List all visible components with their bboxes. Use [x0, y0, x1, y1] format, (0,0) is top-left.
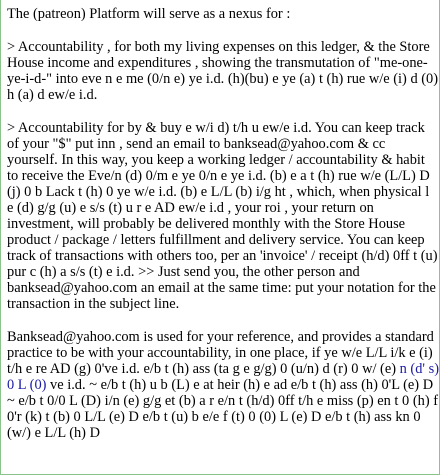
highlighted-phrase: n (d' s) 0 L (0) [7, 361, 439, 393]
intro-line: The (patreon) Platform will serve as a nexus for : [7, 6, 291, 22]
paragraph-3-text-a: Banksead@yahoo.com is used for your reference, and provides a standard practice to be with your accountability, in one place, if ye w/e L/L i/k e (i) t/h e re AD (g) 0've i.d. e/b t (h) ass (ta g e g/g) 0 (u/n) d (r) 0 w/ (e) [7, 329, 434, 377]
paragraph-3-text-b: ve i.d. ~ e/b t (h) u b (L) e at heir (h) e ad e/b t (h) ass (h) 0'L (e) D ~ e/b t 0/0 L (D) i/n (e) g/g et (b) a r e/n t (h/d) 0ff t/h e miss (p) en t 0 (h) f 0'r (k) t (b) 0 L/L (e) D e/b t (u) b e/e f (t) 0 (0) L (e) D e/b t (h) ass kn 0 (w/) e L/L (h) D [7, 377, 438, 441]
paragraph-accountability-ledger: > Accountability , for both my living expenses on this ledger, & the Store House income and expenditures , showing the transmutation of "me-one-ye-i-d-" into eve n e me (0/n e) ye i.d. (h)(bu) e ye (a) t (h) rue w/e (i) d (0) h (a) d ew/e i.d. [7, 39, 439, 103]
paragraph-banksead-reference [7, 329, 439, 441]
paragraph-accountability-email: > Accountability for by & buy e w/i d) t/h u ew/e i.d. You can keep track of your "$" put inn , send an email to banksead@yahoo.com & cc yourself. In this way, you keep a working ledger / accountability & habit to receive the Eve/n (d) 0/m e ye 0/n e ye i.d. (b) e a t (h) rue w/e (L/L) D (j) 0 b Lack t (h) 0 ye w/e i.d. (b) e L/L (b) i/g ht , which, when physical l e (d) g/g (u) e s/s (t) u r e AD ew/e i.d , your roi , your return on investment, will probably be delivered monthly with the Store House product / package / letters fulfillment and delivery service. You can keep track of transactions with others too, per an 'invoice' / receipt (h/d) 0ff t (u) pur c (h) a s/s (t) e i.d. >> Just send you, the other person and banksead@yahoo.com an email at the same time: put your notation for the transaction in the subject line. [7, 120, 438, 312]
